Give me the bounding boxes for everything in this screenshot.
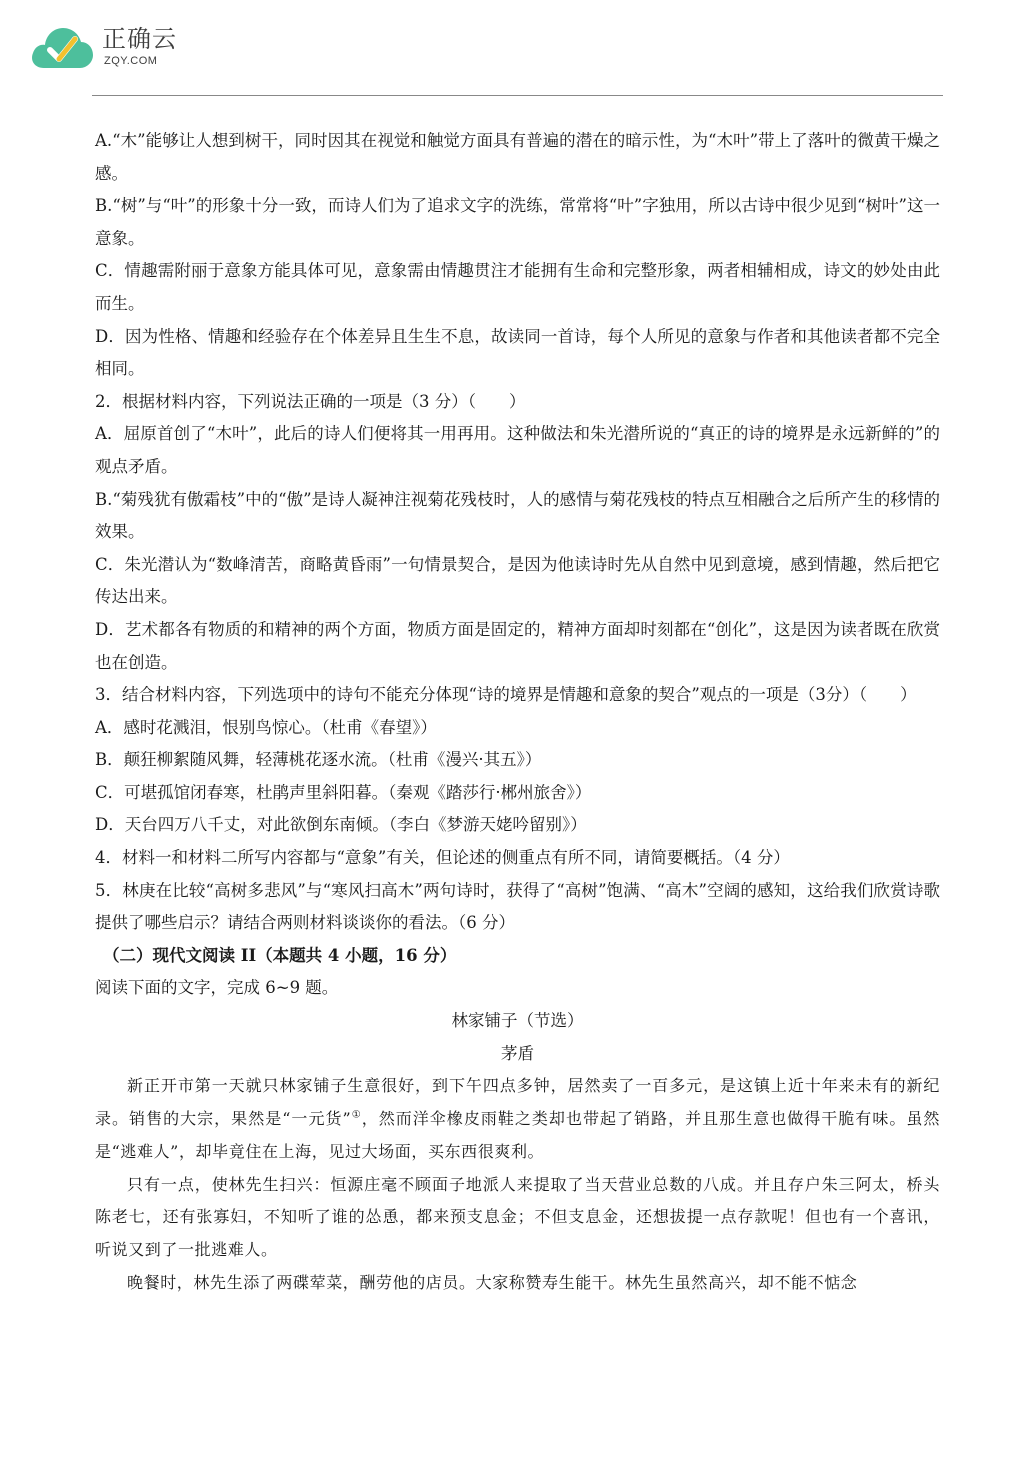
brand-name: 正确云	[102, 25, 177, 53]
q1-option-c: C．情趣需附丽于意象方能具体可见，意象需由情趣贯注才能拥有生命和完整形象，两者相辅相成，诗文的妙处由此而生。	[95, 261, 940, 313]
passage-paragraph: 只有一点，使林先生扫兴：恒源庄毫不顾面子地派人来提取了当天营业总数的八成。并且存户朱三阿太，桥头陈老七，还有张寡妇，不知听了谁的怂恿，都来预支息金；不但支息金，还想拔提一点存款呢！但也有一个喜讯，听说又到了一批逃难人。	[95, 1174, 940, 1260]
footnote-marker: ①	[351, 1109, 362, 1121]
section-instruction: 阅读下面的文字，完成 6~9 题。	[95, 978, 339, 998]
q2-option-b: B.“菊残犹有傲霜枝”中的“傲”是诗人凝神注视菊花残枝时，人的感情与菊花残枝的特点互相融合之后所产生的移情的效果。	[95, 489, 940, 542]
passage-author: 茅盾	[501, 1043, 534, 1063]
passage-paragraph: 晚餐时，林先生添了两碟荤菜，酬劳他的店员。大家称赞寿生能干。林先生虽然高兴，却不能不惦念	[127, 1273, 858, 1292]
passage-text: 新正开市第一天就只林家铺子生意很好，到下午四点多钟，居然卖了一百多元，是这镇上近十年来未有的新纪录。销售的大宗，果然是“一元货”	[95, 1076, 940, 1129]
header-divider	[92, 95, 943, 96]
q3-stem: 3．结合材料内容，下列选项中的诗句不能充分体现“诗的境界是情趣和意象的契合”观点的一项是（3分）（ ）	[95, 685, 917, 705]
q5-stem: 5．林庚在比较“高树多悲风”与“寒风扫高木”两句诗时，获得了“高树”饱满、“高木”空阔的感知，这给我们欣赏诗歌提供了哪些启示？请结合两则材料谈谈你的看法。（6 分）	[95, 880, 940, 933]
cloud-check-icon	[30, 22, 94, 72]
brand-domain: ZQY.COM	[104, 55, 158, 67]
q2-stem: 2．根据材料内容，下列说法正确的一项是（3 分）（ ）	[95, 391, 526, 411]
q1-option-a: A.“木”能够让人想到树干，同时因其在视觉和触觉方面具有普遍的潜在的暗示性，为“木叶”带上了落叶的微黄干燥之感。	[95, 131, 940, 183]
q3-option-a: A．感时花溅泪，恨别鸟惊心。（杜甫《春望》）	[95, 717, 437, 737]
q2-option-c: C．朱光潜认为“数峰清苦，商略黄昏雨”一句情景契合，是因为他读诗时先从自然中见到意境，感到情趣，然后把它传达出来。	[95, 554, 940, 607]
q3-option-b: B．颠狂柳絮随风舞，轻薄桃花逐水流。（杜甫《漫兴·其五》）	[95, 750, 542, 770]
passage-body	[95, 1070, 940, 1300]
q1-option-b: B.“树”与“叶”的形象十分一致，而诗人们为了追求文字的洗练，常常将“叶”字独用，所以古诗中很少见到“树叶”这一意象。	[95, 196, 940, 248]
passage-text: ，然而洋伞橡皮雨鞋之类却也带起了销路，并且那生意也做得干脆有味。虽然是“逃难人”，却毕竟住在上海，见过大场面，买东西很爽利。	[95, 1109, 940, 1161]
q2-option-a: A．屈原首创了“木叶”，此后的诗人们便将其一用再用。这种做法和朱光潜所说的“真正的诗的境界是永远新鲜的”的观点矛盾。	[95, 424, 940, 476]
section-heading: （二）现代文阅读 II（本题共 4 小题，16 分）	[103, 945, 457, 965]
passage-title: 林家铺子（节选）	[451, 1011, 584, 1031]
q3-option-d: D．天台四万八千丈，对此欲倒东南倾。（李白《梦游天姥吟留别》）	[95, 815, 587, 835]
document-body	[95, 125, 940, 1300]
page-header	[0, 0, 1034, 96]
q1-option-d: D．因为性格、情趣和经验存在个体差异且生生不息，故读同一首诗，每个人所见的意象与作者和其他读者都不完全相同。	[95, 326, 940, 379]
q2-option-d: D．艺术都各有物质的和精神的两个方面，物质方面是固定的，精神方面却时刻都在“创化”，这是因为读者既在欣赏也在创造。	[95, 619, 940, 672]
q3-option-c: C．可堪孤馆闭春寒，杜鹃声里斜阳暮。（秦观《踏莎行·郴州旅舍》）	[95, 782, 592, 802]
q4-stem: 4．材料一和材料二所写内容都与“意象”有关，但论述的侧重点有所不同，请简要概括。（4 分）	[95, 848, 790, 868]
passage-paragraph	[95, 1070, 940, 1168]
